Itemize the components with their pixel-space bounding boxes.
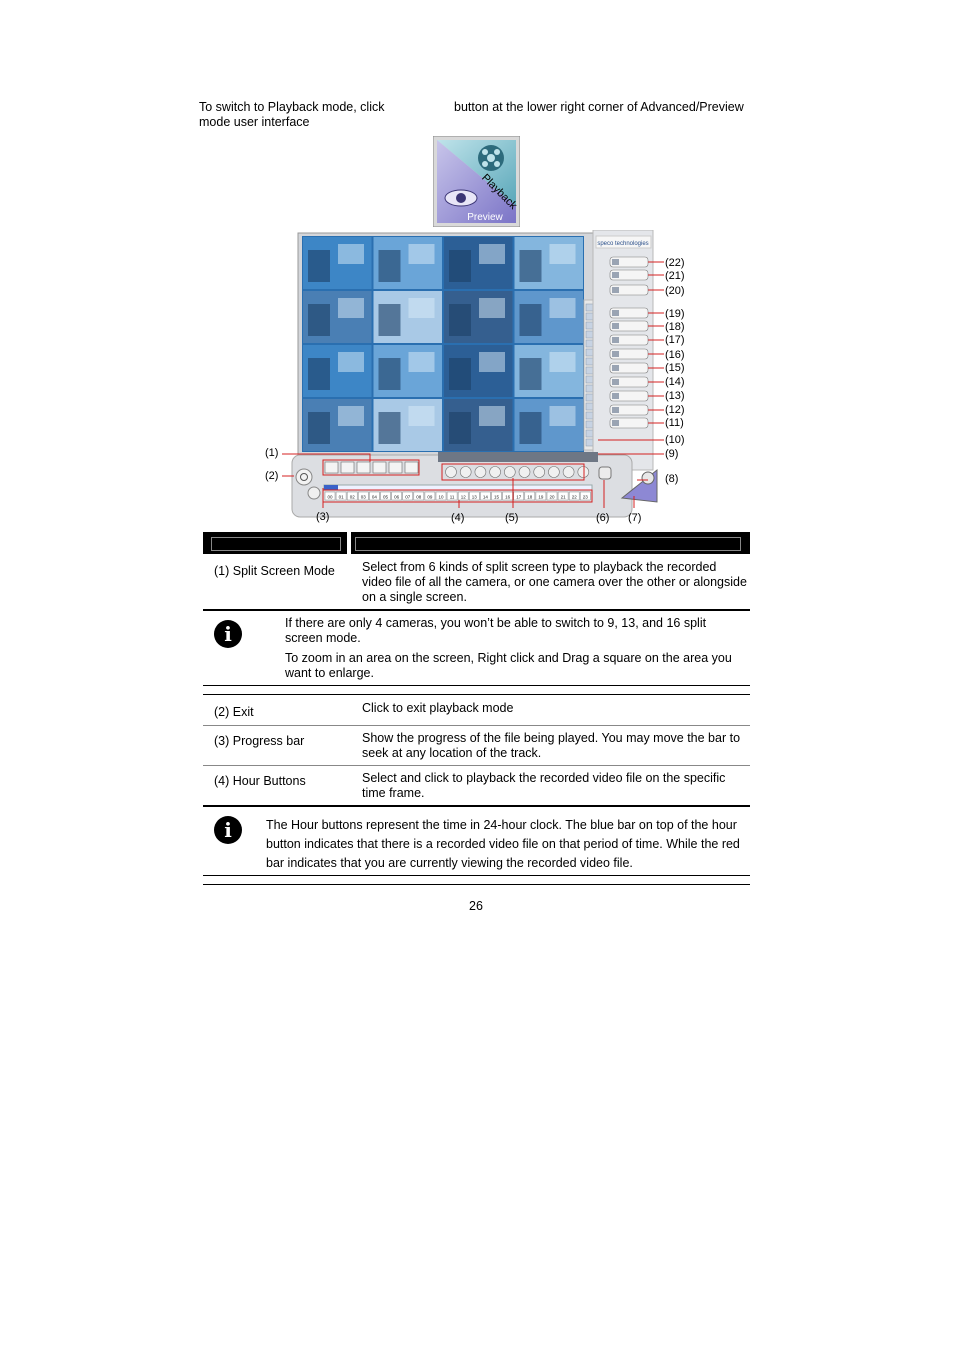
hour-button-label: 22 bbox=[571, 494, 577, 500]
video-tile-shape bbox=[379, 412, 401, 444]
split-mode-button[interactable] bbox=[357, 462, 370, 473]
hour-button-label: 05 bbox=[382, 494, 389, 500]
split-mode-button[interactable] bbox=[325, 462, 338, 473]
divider bbox=[203, 694, 750, 695]
callout-1: (1) bbox=[265, 447, 279, 459]
video-tile-shape bbox=[338, 298, 364, 318]
hour-button-label: 19 bbox=[538, 494, 544, 500]
video-tile-shape bbox=[520, 304, 542, 336]
video-tile-shape bbox=[338, 244, 364, 264]
video-tile-shape bbox=[449, 250, 471, 282]
video-tile-shape bbox=[379, 250, 401, 282]
function-button-icon bbox=[612, 310, 619, 316]
video-tile-shape bbox=[379, 358, 401, 390]
note-text: To zoom in an area on the screen, Right click and Drag a square on the area you want to enlarge. bbox=[285, 651, 732, 680]
video-tile-shape bbox=[550, 352, 576, 372]
video-tile-shape bbox=[550, 406, 576, 426]
video-tile-shape bbox=[449, 304, 471, 336]
hour-button-label: 15 bbox=[493, 494, 500, 500]
split-mode-button[interactable] bbox=[341, 462, 354, 473]
video-tile-shape bbox=[308, 358, 330, 390]
video-tile-shape bbox=[409, 406, 435, 426]
callout-17: (17) bbox=[665, 334, 685, 346]
hour-button-label: 04 bbox=[371, 494, 377, 500]
function-button-icon bbox=[612, 337, 619, 343]
playback-ui-screenshot bbox=[262, 230, 692, 530]
intro-text-part2: button at the lower right corner of Advanced/Preview bbox=[454, 100, 744, 114]
playback-control-button[interactable] bbox=[548, 467, 559, 478]
callout-16: (16) bbox=[665, 349, 685, 361]
playback-control-button[interactable] bbox=[519, 467, 530, 478]
note-text: If there are only 4 cameras, you won’t be able to switch to 9, 13, and 16 split screen mode. bbox=[285, 616, 707, 645]
function-button-icon bbox=[612, 379, 619, 385]
function-button-icon bbox=[612, 407, 619, 413]
row-label-exit: (2) Exit bbox=[214, 705, 254, 719]
hour-button-label: 11 bbox=[449, 494, 455, 500]
toggle-playback-label: Playback bbox=[479, 171, 520, 212]
row-desc-progress-bar: Show the progress of the file being played. You may move the bar to seek at any location of the track. bbox=[362, 731, 741, 760]
function-button-icon bbox=[612, 287, 619, 293]
callout-18: (18) bbox=[665, 321, 685, 333]
page-number: 26 bbox=[469, 899, 483, 913]
function-button-icon bbox=[612, 272, 619, 278]
row-label-progress-bar: (3) Progress bar bbox=[214, 734, 305, 748]
callout-14: (14) bbox=[665, 376, 685, 388]
playback-control-button[interactable] bbox=[534, 467, 545, 478]
video-tile-shape bbox=[520, 358, 542, 390]
row-label-split-screen: (1) Split Screen Mode bbox=[214, 564, 335, 578]
divider bbox=[203, 725, 750, 726]
note-text: The Hour buttons represent the time in 24-hour clock. The blue bar on top of the hour button indicates that there is a recorded video file on that period of time. While the red bar indicates that you are currently viewing the recorded video file. bbox=[266, 818, 740, 870]
playback-control-button[interactable] bbox=[563, 467, 574, 478]
divider bbox=[203, 805, 750, 807]
video-tile-shape bbox=[308, 412, 330, 444]
video-tile-shape bbox=[479, 244, 505, 264]
callout-7: (7) bbox=[628, 512, 642, 524]
hour-button-label: 13 bbox=[471, 494, 477, 500]
video-tile-shape bbox=[308, 304, 330, 336]
video-tile-shape bbox=[550, 298, 576, 318]
split-mode-button[interactable] bbox=[373, 462, 386, 473]
callout-19: (19) bbox=[665, 308, 685, 320]
video-tile-shape bbox=[520, 250, 542, 282]
callout-15: (15) bbox=[665, 362, 685, 374]
progress-fill bbox=[324, 485, 338, 490]
video-tile-shape bbox=[449, 412, 471, 444]
exit-button[interactable] bbox=[296, 469, 312, 485]
hour-button-label: 03 bbox=[360, 494, 366, 500]
video-tile-shape bbox=[338, 352, 364, 372]
callout-12: (12) bbox=[665, 404, 685, 416]
divider bbox=[203, 609, 750, 611]
video-tile-shape bbox=[520, 412, 542, 444]
playback-control-button[interactable] bbox=[475, 467, 486, 478]
function-button-icon bbox=[612, 365, 619, 371]
hour-button-label: 08 bbox=[416, 494, 422, 500]
split-mode-button[interactable] bbox=[389, 462, 402, 473]
callout-21: (21) bbox=[665, 270, 685, 282]
hour-button-label: 02 bbox=[349, 494, 355, 500]
divider bbox=[203, 884, 750, 885]
intro-text-part1: To switch to Playback mode, click bbox=[199, 100, 385, 114]
hour-button-label: 00 bbox=[327, 494, 333, 500]
callout-8: (8) bbox=[665, 473, 679, 485]
playback-control-button[interactable] bbox=[504, 467, 515, 478]
eye-icon bbox=[445, 190, 477, 206]
callout-5: (5) bbox=[505, 512, 519, 524]
split-mode-button[interactable] bbox=[405, 462, 418, 473]
row-desc-hour-buttons: Select and click to playback the recorded video file on the specific time frame. bbox=[362, 771, 726, 800]
callout-2: (2) bbox=[265, 470, 279, 482]
video-tile-shape bbox=[379, 304, 401, 336]
callout-13: (13) bbox=[665, 390, 685, 402]
playback-control-button[interactable] bbox=[490, 467, 501, 478]
hour-button-label: 07 bbox=[405, 494, 411, 500]
divider bbox=[203, 685, 750, 686]
callout-10: (10) bbox=[665, 434, 685, 446]
hour-button-label: 01 bbox=[338, 494, 344, 500]
intro-text-part3: mode user interface bbox=[199, 115, 310, 129]
video-tile-shape bbox=[409, 244, 435, 264]
video-tile-shape bbox=[338, 406, 364, 426]
video-tile-shape bbox=[479, 406, 505, 426]
video-tile-shape bbox=[479, 298, 505, 318]
info-icon: i bbox=[214, 620, 242, 648]
settings-button[interactable] bbox=[308, 487, 320, 499]
playback-control-button[interactable] bbox=[446, 467, 457, 478]
progress-bar[interactable] bbox=[324, 485, 592, 490]
callout-22: (22) bbox=[665, 257, 685, 269]
row-label-hour-buttons: (4) Hour Buttons bbox=[214, 774, 306, 788]
brand-logo: speco technologies bbox=[597, 241, 649, 247]
hour-button-label: 10 bbox=[438, 494, 444, 500]
callout-11: (11) bbox=[665, 417, 684, 429]
callout-3: (3) bbox=[316, 511, 330, 523]
hour-button-label: 09 bbox=[427, 494, 433, 500]
hour-button-label: 23 bbox=[582, 494, 588, 500]
video-tile-shape bbox=[449, 358, 471, 390]
hour-button-label: 21 bbox=[560, 494, 566, 500]
divider bbox=[203, 875, 750, 876]
video-tile-shape bbox=[409, 298, 435, 318]
playback-preview-toggle[interactable] bbox=[433, 136, 520, 227]
playback-control-button[interactable] bbox=[460, 467, 471, 478]
video-tile-shape bbox=[479, 352, 505, 372]
row-desc-exit: Click to exit playback mode bbox=[362, 701, 514, 715]
divider bbox=[203, 765, 750, 766]
info-icon: i bbox=[214, 816, 242, 844]
video-tile-shape bbox=[409, 352, 435, 372]
toggle-preview-label: Preview bbox=[467, 212, 503, 223]
clock-button[interactable] bbox=[599, 467, 611, 479]
function-button-icon bbox=[612, 259, 619, 265]
playback-control-button[interactable] bbox=[578, 467, 589, 478]
callout-9: (9) bbox=[665, 448, 679, 460]
hour-button-label: 17 bbox=[516, 494, 522, 500]
hour-button-label: 06 bbox=[394, 494, 400, 500]
hour-button-label: 16 bbox=[505, 494, 511, 500]
row-desc-split-screen: Select from 6 kinds of split screen type to playback the recorded video file of all the camera, or one camera over the other or alongside on a single screen. bbox=[362, 560, 747, 604]
callout-4: (4) bbox=[451, 512, 465, 524]
video-tile-shape bbox=[308, 250, 330, 282]
callout-6: (6) bbox=[596, 512, 610, 524]
video-tile-shape bbox=[550, 244, 576, 264]
hour-button-label: 14 bbox=[482, 494, 488, 500]
function-button-icon bbox=[612, 323, 619, 329]
hour-button-label: 18 bbox=[527, 494, 533, 500]
film-reel-icon bbox=[478, 145, 504, 171]
hour-button-label: 12 bbox=[460, 494, 466, 500]
function-button-icon bbox=[612, 420, 619, 426]
function-button-icon bbox=[612, 351, 619, 357]
callout-20: (20) bbox=[665, 285, 685, 297]
table-header bbox=[203, 532, 750, 554]
function-button-icon bbox=[612, 393, 619, 399]
hour-button-label: 20 bbox=[549, 494, 555, 500]
